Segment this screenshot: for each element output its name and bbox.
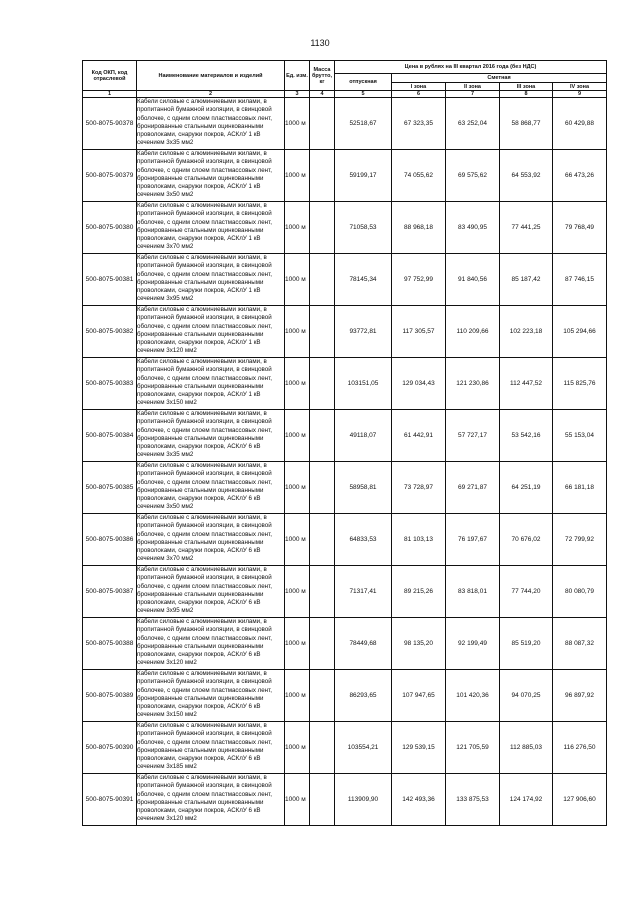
cell-unit: 1000 м [285, 150, 310, 202]
cell-mass [310, 150, 335, 202]
cell-name [137, 98, 285, 150]
cell-code: 500-8075-90383 [83, 358, 137, 410]
cell-zone-4-price: 66 473,26 [553, 150, 607, 202]
table-row [83, 254, 607, 306]
table-row [83, 462, 607, 514]
cell-name [137, 722, 285, 774]
cell-code: 500-8075-90382 [83, 306, 137, 358]
cell-code: 500-8075-90390 [83, 722, 137, 774]
cell-zone-4-price: 116 276,50 [553, 722, 607, 774]
cell-code: 500-8075-90381 [83, 254, 137, 306]
cell-mass [310, 254, 335, 306]
cell-mass [310, 202, 335, 254]
cell-name [137, 670, 285, 722]
cell-zone-2-price: 76 197,67 [446, 514, 500, 566]
cell-zone-4-price: 87 746,15 [553, 254, 607, 306]
header-zone-3: III зона [500, 83, 553, 91]
cell-mass [310, 566, 335, 618]
cell-unit: 1000 м [285, 254, 310, 306]
column-number: 5 [335, 91, 392, 98]
cell-unit: 1000 м [285, 306, 310, 358]
cell-zone-2-price: 91 840,56 [446, 254, 500, 306]
cell-zone-3-price: 112 447,52 [500, 358, 553, 410]
cell-code: 500-8075-90388 [83, 618, 137, 670]
table-row [83, 202, 607, 254]
cell-name [137, 150, 285, 202]
cell-zone-1-price: 129 539,15 [392, 722, 446, 774]
material-name-text: Кабели силовые с алюминиевыми жилами, в пропитанной бумажной изоляции, в свинцовой оболочке, с одним слоем пластмассовых лент, бронированные стальными оцинкованными проволоками, снаружи покров, АСКлУ 1 кВ сечением 3х150 мм2 [137, 358, 272, 407]
cell-zone-3-price: 64 553,92 [500, 150, 553, 202]
header-estimated-price: Сметная [392, 74, 607, 83]
material-name-text: Кабели силовые с алюминиевыми жилами, в пропитанной бумажной изоляции, в свинцовой оболочке, с одним слоем пластмассовых лент, бронированные стальными оцинкованными проволоками, снаружи покров, АСКлУ 6 кВ сечением 3х120 мм2 [137, 618, 272, 667]
cell-release-price: 113909,90 [335, 774, 392, 826]
cell-zone-4-price: 115 825,76 [553, 358, 607, 410]
cell-mass [310, 358, 335, 410]
cell-zone-2-price: 69 271,87 [446, 462, 500, 514]
cell-release-price: 103554,21 [335, 722, 392, 774]
column-number: 2 [137, 91, 285, 98]
cell-zone-2-price: 92 199,49 [446, 618, 500, 670]
cell-release-price: 78145,34 [335, 254, 392, 306]
header-zone-4: IV зона [553, 83, 607, 91]
cell-zone-4-price: 96 897,92 [553, 670, 607, 722]
cell-zone-2-price: 101 420,36 [446, 670, 500, 722]
header-zone-2: II зона [446, 83, 500, 91]
cell-name [137, 202, 285, 254]
cell-name [137, 254, 285, 306]
table-row [83, 618, 607, 670]
cell-release-price: 58958,81 [335, 462, 392, 514]
cell-unit: 1000 м [285, 202, 310, 254]
cell-zone-2-price: 110 209,66 [446, 306, 500, 358]
column-number-row [83, 91, 607, 98]
cell-zone-4-price: 80 080,79 [553, 566, 607, 618]
cell-zone-4-price: 88 087,32 [553, 618, 607, 670]
material-name-text: Кабели силовые с алюминиевыми жилами, в пропитанной бумажной изоляции, в свинцовой оболочке, с одним слоем пластмассовых лент, бронированные стальными оцинкованными проволоками, снаружи покров, АСКлУ 1 кВ сечением 3х35 мм2 [137, 98, 272, 147]
cell-zone-4-price: 79 768,49 [553, 202, 607, 254]
cell-zone-3-price: 58 868,77 [500, 98, 553, 150]
cell-release-price: 64833,53 [335, 514, 392, 566]
cell-zone-3-price: 77 744,20 [500, 566, 553, 618]
table-row [83, 306, 607, 358]
cell-zone-1-price: 107 947,65 [392, 670, 446, 722]
cell-mass [310, 774, 335, 826]
cell-zone-3-price: 124 174,92 [500, 774, 553, 826]
cell-release-price: 71317,41 [335, 566, 392, 618]
cell-release-price: 93772,81 [335, 306, 392, 358]
column-number: 4 [310, 91, 335, 98]
cell-release-price: 103151,05 [335, 358, 392, 410]
cell-name [137, 566, 285, 618]
cell-name [137, 410, 285, 462]
cell-zone-2-price: 63 252,04 [446, 98, 500, 150]
header-release-price: отпускная [335, 74, 392, 91]
cell-zone-4-price: 55 153,04 [553, 410, 607, 462]
cell-unit: 1000 м [285, 774, 310, 826]
cell-code: 500-8075-90378 [83, 98, 137, 150]
cell-zone-1-price: 74 055,62 [392, 150, 446, 202]
cell-name [137, 306, 285, 358]
column-number: 3 [285, 91, 310, 98]
column-number: 9 [553, 91, 607, 98]
cell-zone-2-price: 57 727,17 [446, 410, 500, 462]
cell-unit: 1000 м [285, 462, 310, 514]
material-name-text: Кабели силовые с алюминиевыми жилами, в пропитанной бумажной изоляции, в свинцовой оболочке, с одним слоем пластмассовых лент, бронированные стальными оцинкованными проволоками, снаружи покров, АСКлУ 6 кВ сечением 3х95 мм2 [137, 566, 272, 615]
table-row [83, 358, 607, 410]
material-name-text: Кабели силовые с алюминиевыми жилами, в пропитанной бумажной изоляции, в свинцовой оболочке, с одним слоем пластмассовых лент, бронированные стальными оцинкованными проволоками, снаружи покров, АСКлУ 1 кВ сечением 3х95 мм2 [137, 254, 272, 303]
material-name-text: Кабели силовые с алюминиевыми жилами, в пропитанной бумажной изоляции, в свинцовой оболочке, с одним слоем пластмассовых лент, бронированные стальными оцинкованными проволоками, снаружи покров, АСКлУ 6 кВ сечением 3х120 мм2 [137, 774, 272, 823]
cell-code: 500-8075-90379 [83, 150, 137, 202]
header-code: Код ОКП, код отраслевой [83, 61, 137, 91]
cell-release-price: 49118,07 [335, 410, 392, 462]
table-row [83, 774, 607, 826]
cell-release-price: 59199,17 [335, 150, 392, 202]
cell-zone-2-price: 121 705,59 [446, 722, 500, 774]
cell-zone-2-price: 83 490,95 [446, 202, 500, 254]
header-price-group: Цена в рублях на III квартал 2016 года (без НДС) [335, 61, 607, 74]
cell-zone-1-price: 61 442,91 [392, 410, 446, 462]
table-row [83, 514, 607, 566]
cell-code: 500-8075-90386 [83, 514, 137, 566]
cell-code: 500-8075-90391 [83, 774, 137, 826]
cell-zone-2-price: 121 230,86 [446, 358, 500, 410]
material-name-text: Кабели силовые с алюминиевыми жилами, в пропитанной бумажной изоляции, в свинцовой оболочке, с одним слоем пластмассовых лент, бронированные стальными оцинкованными проволоками, снаружи покров, АСКлУ 6 кВ сечением 3х50 мм2 [137, 462, 272, 511]
column-number: 7 [446, 91, 500, 98]
cell-unit: 1000 м [285, 670, 310, 722]
table-row [83, 150, 607, 202]
cell-code: 500-8075-90387 [83, 566, 137, 618]
material-name-text: Кабели силовые с алюминиевыми жилами, в пропитанной бумажной изоляции, в свинцовой оболочке, с одним слоем пластмассовых лент, бронированные стальными оцинкованными проволоками, снаружи покров, АСКлУ 1 кВ сечением 3х120 мм2 [137, 306, 272, 355]
cell-zone-3-price: 94 070,25 [500, 670, 553, 722]
material-name-text: Кабели силовые с алюминиевыми жилами, в пропитанной бумажной изоляции, в свинцовой оболочке, с одним слоем пластмассовых лент, бронированные стальными оцинкованными проволоками, снаружи покров, АСКлУ 6 кВ сечением 3х35 мм2 [137, 410, 272, 459]
cell-code: 500-8075-90380 [83, 202, 137, 254]
column-number: 1 [83, 91, 137, 98]
cell-zone-3-price: 64 251,19 [500, 462, 553, 514]
cell-zone-1-price: 129 034,43 [392, 358, 446, 410]
table-body [83, 98, 607, 826]
cell-name [137, 514, 285, 566]
cell-zone-3-price: 53 542,16 [500, 410, 553, 462]
cell-zone-1-price: 117 305,57 [392, 306, 446, 358]
cell-code: 500-8075-90385 [83, 462, 137, 514]
cell-code: 500-8075-90389 [83, 670, 137, 722]
cell-mass [310, 618, 335, 670]
cell-mass [310, 670, 335, 722]
table-row [83, 566, 607, 618]
table-row [83, 98, 607, 150]
cell-name [137, 774, 285, 826]
page-number: 1130 [310, 38, 330, 48]
cell-zone-3-price: 85 519,20 [500, 618, 553, 670]
cell-zone-2-price: 69 575,62 [446, 150, 500, 202]
header-mass: Масса брутто, кг [310, 61, 335, 91]
cell-mass [310, 306, 335, 358]
cell-release-price: 52518,67 [335, 98, 392, 150]
cell-name [137, 358, 285, 410]
cell-unit: 1000 м [285, 566, 310, 618]
cell-zone-1-price: 98 135,20 [392, 618, 446, 670]
cell-name [137, 462, 285, 514]
cell-zone-1-price: 89 215,26 [392, 566, 446, 618]
cell-zone-1-price: 88 968,18 [392, 202, 446, 254]
cell-zone-1-price: 142 493,36 [392, 774, 446, 826]
cell-release-price: 71058,53 [335, 202, 392, 254]
material-name-text: Кабели силовые с алюминиевыми жилами, в пропитанной бумажной изоляции, в свинцовой оболочке, с одним слоем пластмассовых лент, бронированные стальными оцинкованными проволоками, снаружи покров, АСКлУ 6 кВ сечением 3х70 мм2 [137, 514, 272, 563]
cell-zone-4-price: 127 906,60 [553, 774, 607, 826]
cell-code: 500-8075-90384 [83, 410, 137, 462]
cell-release-price: 78449,68 [335, 618, 392, 670]
cell-mass [310, 722, 335, 774]
cell-unit: 1000 м [285, 722, 310, 774]
cell-zone-1-price: 73 728,97 [392, 462, 446, 514]
header-zone-1: I зона [392, 83, 446, 91]
table-row [83, 722, 607, 774]
material-name-text: Кабели силовые с алюминиевыми жилами, в пропитанной бумажной изоляции, в свинцовой оболочке, с одним слоем пластмассовых лент, бронированные стальными оцинкованными проволоками, снаружи покров, АСКлУ 6 кВ сечением 3х185 мм2 [137, 722, 272, 771]
header-unit: Ед. изм. [285, 61, 310, 91]
table-row [83, 670, 607, 722]
column-number: 6 [392, 91, 446, 98]
cell-zone-1-price: 97 752,99 [392, 254, 446, 306]
cell-unit: 1000 м [285, 98, 310, 150]
price-table [82, 60, 607, 826]
cell-unit: 1000 м [285, 358, 310, 410]
cell-zone-3-price: 70 676,02 [500, 514, 553, 566]
cell-zone-2-price: 133 875,53 [446, 774, 500, 826]
cell-zone-4-price: 66 181,18 [553, 462, 607, 514]
cell-mass [310, 98, 335, 150]
cell-zone-3-price: 102 223,18 [500, 306, 553, 358]
cell-zone-2-price: 83 818,01 [446, 566, 500, 618]
cell-zone-4-price: 72 799,92 [553, 514, 607, 566]
cell-mass [310, 462, 335, 514]
cell-name [137, 618, 285, 670]
cell-unit: 1000 м [285, 410, 310, 462]
cell-release-price: 86293,65 [335, 670, 392, 722]
material-name-text: Кабели силовые с алюминиевыми жилами, в пропитанной бумажной изоляции, в свинцовой оболочке, с одним слоем пластмассовых лент, бронированные стальными оцинкованными проволоками, снаружи покров, АСКлУ 6 кВ сечением 3х150 мм2 [137, 670, 272, 719]
cell-zone-3-price: 112 885,03 [500, 722, 553, 774]
header-name: Наименование материалов и изделий [137, 61, 285, 91]
table-row [83, 410, 607, 462]
cell-zone-4-price: 105 294,66 [553, 306, 607, 358]
material-name-text: Кабели силовые с алюминиевыми жилами, в пропитанной бумажной изоляции, в свинцовой оболочке, с одним слоем пластмассовых лент, бронированные стальными оцинкованными проволоками, снаружи покров, АСКлУ 1 кВ сечением 3х70 мм2 [137, 202, 272, 251]
cell-zone-1-price: 67 323,35 [392, 98, 446, 150]
cell-zone-4-price: 60 429,88 [553, 98, 607, 150]
cell-zone-3-price: 77 441,25 [500, 202, 553, 254]
cell-unit: 1000 м [285, 618, 310, 670]
cell-mass [310, 410, 335, 462]
column-number: 8 [500, 91, 553, 98]
cell-mass [310, 514, 335, 566]
material-name-text: Кабели силовые с алюминиевыми жилами, в пропитанной бумажной изоляции, в свинцовой оболочке, с одним слоем пластмассовых лент, бронированные стальными оцинкованными проволоками, снаружи покров, АСКлУ 1 кВ сечением 3х50 мм2 [137, 150, 272, 199]
cell-zone-3-price: 85 187,42 [500, 254, 553, 306]
cell-zone-1-price: 81 103,13 [392, 514, 446, 566]
cell-unit: 1000 м [285, 514, 310, 566]
